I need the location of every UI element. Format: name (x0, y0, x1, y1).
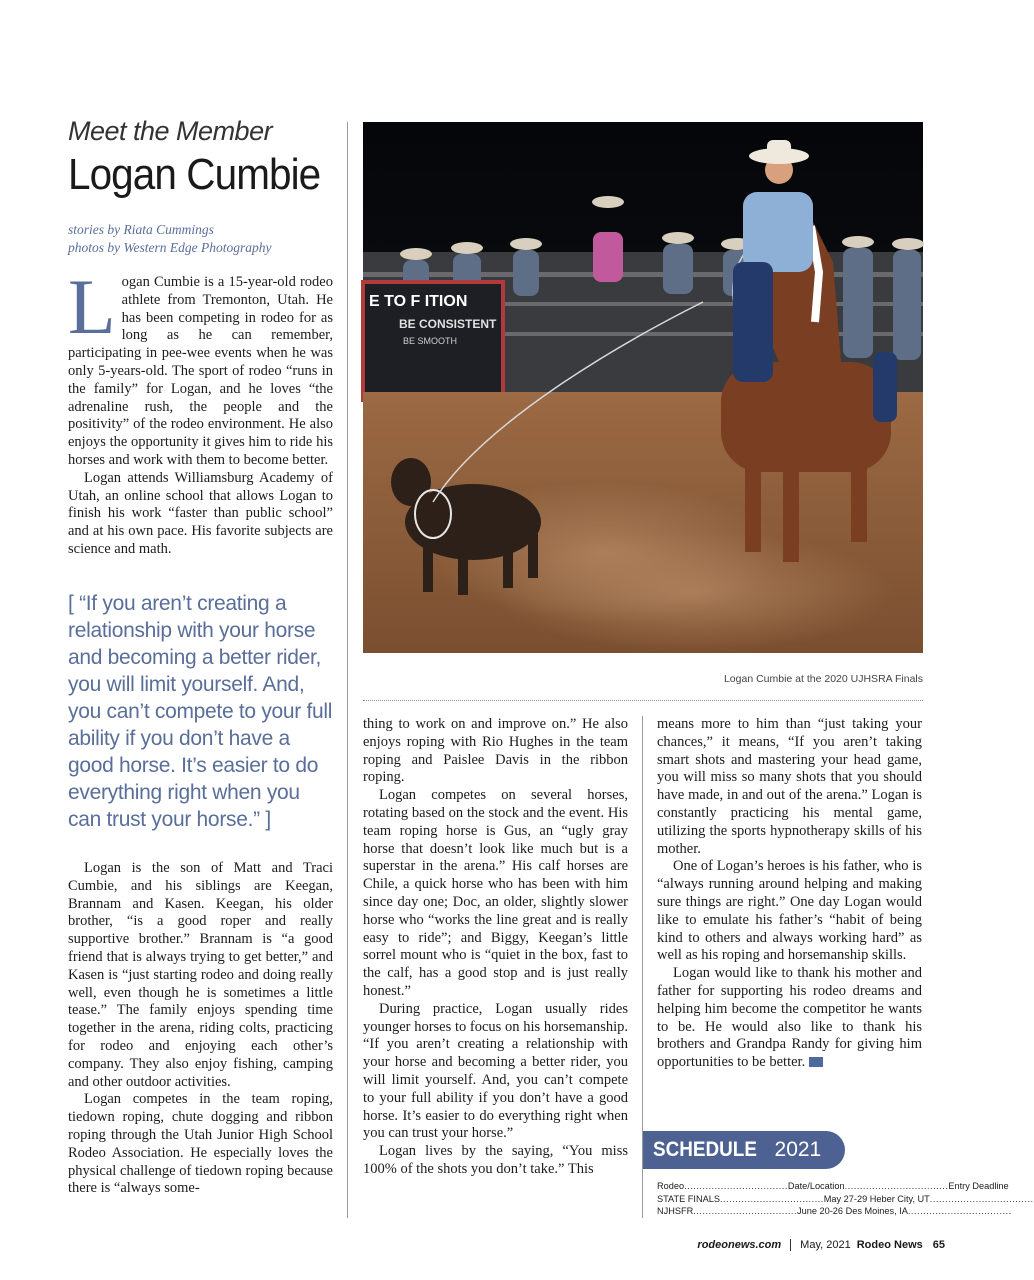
schedule-row: STATE FINALS .................................. May 27-29 Heber City, UT .................................. (657, 1193, 1034, 1204)
schedule-cell: Entry Deadline (948, 1181, 1009, 1191)
schedule-row: NJHSFR .................................. June 20-26 Des Moines, IA .................................. (657, 1206, 1012, 1216)
schedule-cell: Rodeo (657, 1181, 685, 1191)
paragraph-text: ogan Cumbie is a 15-year-old rodeo athlete from Tremonton, Utah. He has been competing in rodeo for as long as he can remember, participating in pee-wee events when he was only 5-years-old. The sport of rodeo “runs in the family” for Logan, and he loves “the adrenaline rush, the people and the positivity” of the rodeo environment. He also enjoys the opportunity it gives him to ride his horses and work with them to become better. (68, 274, 333, 468)
schedule-year: 2021 (774, 1138, 822, 1161)
byline-story: stories by Riata Cummings (68, 222, 214, 237)
paragraph: One of Logan’s heroes is his father, who is “always running around helping and making sure things are right.” One day Logan would like to emulate his father’s “habit of being kind to others and always working hard” as well as his roping and horsemanship skills. (657, 858, 922, 964)
paragraph: thing to work on and improve on.” He also enjoys roping with Rio Hughes in the team roping and Paislee Davis in the ribbon roping. (363, 716, 628, 786)
column-divider (347, 122, 348, 1218)
byline-photo: photos by Western Edge Photography (68, 240, 272, 255)
column-2 (363, 716, 628, 1179)
article-title: Logan Cumbie (68, 150, 321, 199)
page-number: 65 (932, 1239, 945, 1251)
end-mark-icon (809, 1057, 823, 1067)
arena-banner (363, 282, 503, 400)
banner-text: BE SMOOTH (403, 336, 458, 346)
rodeo-photo (363, 122, 923, 653)
issue-date: May, 2021 (800, 1239, 851, 1251)
paragraph-text: Logan would like to thank his mother and father for supporting his rodeo dreams and helping him become the competitor he wants to be. He would also like to thank his brothers and Grandpa Randy for giving him opportunities to be better. (657, 965, 922, 1071)
paragraph: Logan is the son of Matt and Traci Cumbie, and his siblings are Keegan, Brannam and Kasen. Keegan, his older brother, “is a good roper and really supportive brother.” Brannam is “a good friend that is always trying to get better,” and Kasen is “just starting rodeo and doing really well, even though he is sometimes a little tease.” The family enjoys spending time together in the arena, riding colts, practicing for rodeo and enjoying each other’s company. They also enjoy fishing, camping and other outdoor activities. (68, 860, 333, 1090)
magazine-name: Rodeo News (856, 1239, 923, 1251)
column-1-top (68, 263, 333, 559)
schedule-table (657, 1180, 1034, 1218)
schedule-header (643, 1131, 845, 1169)
byline (68, 221, 348, 257)
paragraph: Logan attends Williamsburg Academy of Utah, an online school that allows Logan to finish his work “faster than public school” and at his own pace. His favorite subjects are science and math. (68, 469, 333, 557)
schedule-title: SCHEDULE (653, 1138, 757, 1161)
paragraph (68, 263, 333, 470)
column-3 (657, 716, 922, 1072)
site-link[interactable]: rodeonews.com (697, 1239, 782, 1251)
footer-separator (790, 1239, 791, 1251)
banner-text: BE CONSISTENT (399, 317, 497, 331)
drop-cap: L (68, 263, 116, 350)
schedule-cell: June 20-26 Des Moines, IA (797, 1206, 908, 1216)
pull-quote: [ “If you aren’t creating a relationship with your horse and becoming a better rider, you will limit yourself. And, you can’t compete to your full ability if you don’t have a good horse. It’s easier to do everything right when you can trust your horse.” ] (68, 592, 333, 831)
banner-text: E TO F ITION (369, 293, 468, 310)
schedule-cell: STATE FINALS (657, 1193, 720, 1204)
kicker: Meet the Member (68, 116, 273, 146)
paragraph: Logan competes in the team roping, tiedown roping, chute dogging and ribbon roping through the Utah Junior High School Rodeo Association. He especially loves the physical challenge of tiedown roping because there is “always some- (68, 1091, 333, 1197)
paragraph (657, 965, 922, 1072)
schedule-cell: May 27-29 Heber City, UT (823, 1193, 930, 1204)
paragraph: During practice, Logan usually rides younger horses to focus on his horsemanship. “If you aren’t creating a relationship with your horse and becoming a better rider, you will limit yourself. And, you can’t compete to your full ability if you don’t have a good horse. It’s easier to do everything right when you can trust your horse.” (363, 1000, 628, 1142)
schedule-cell: NJHSFR (657, 1206, 694, 1216)
schedule-cell: Date/Location (787, 1181, 845, 1191)
dotted-divider (363, 700, 923, 701)
paragraph: Logan competes on several horses, rotating based on the stock and the event. His team roping horse is Gus, an “ugly gray horse that doesn’t look like much but is a superstar in the arena.” His calf horses are Chile, a quick horse who has been with him since day one; Doc, an older, slightly slower horse who “works the line great and is really easy to ride”; and Biggy, Keegan’s little sorrel mount who is “quiet in the box, fast to the calf, has a good stop and is just really honest.” (363, 787, 628, 999)
page-footer (697, 1239, 945, 1251)
column-1-bottom (68, 860, 333, 1198)
schedule-header-row: Rodeo .................................. Date/Location .................................. Entry Deadline (657, 1181, 1009, 1191)
paragraph: Logan lives by the saying, “You miss 100% of the shots you don’t take.” This (363, 1143, 628, 1177)
photo-caption: Logan Cumbie at the 2020 UJHSRA Finals (723, 673, 923, 685)
paragraph: means more to him than “just taking your chances,” it means, “If you aren’t taking smart shots and mastering your head game, you will miss so many shots that you should have made, in and out of the arena.” Logan is constantly practicing his mental game, utilizing the sports hypnotherapy skills of his mother. (657, 716, 922, 857)
